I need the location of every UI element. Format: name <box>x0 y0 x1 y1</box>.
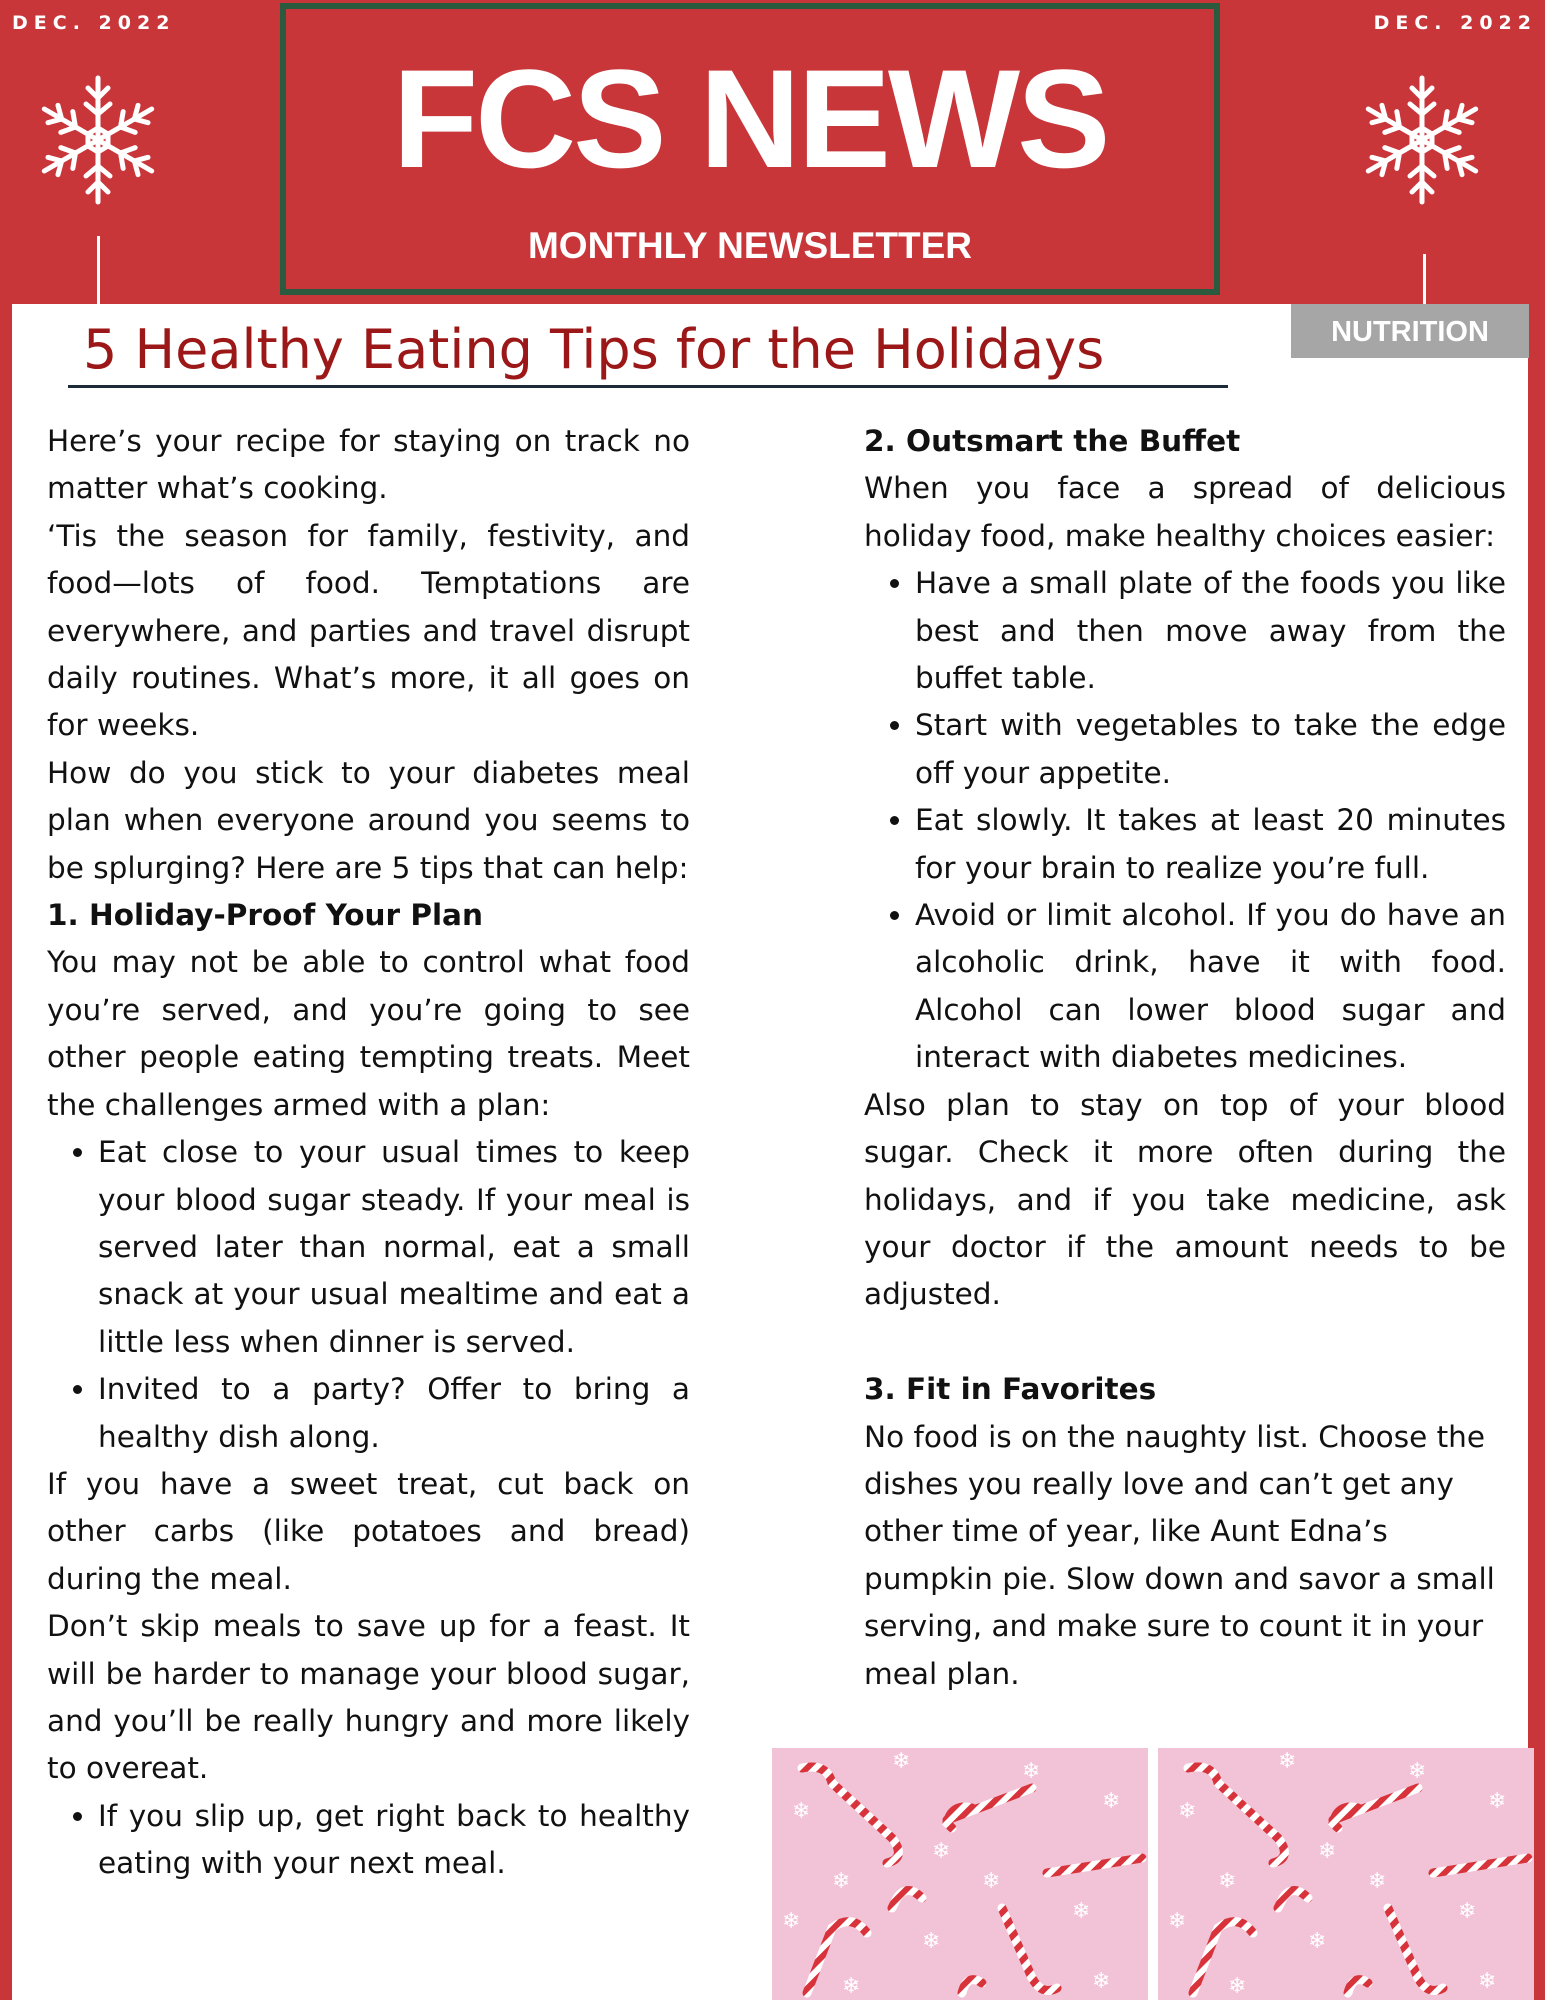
body-paragraph: If you have a sweet treat, cut back on other carbs (like potatoes and bread) during the meal. <box>47 1466 690 1596</box>
svg-text:❄: ❄ <box>1318 1839 1337 1864</box>
svg-text:❄: ❄ <box>932 1839 951 1864</box>
svg-text:❄: ❄ <box>1278 1749 1297 1774</box>
tip-body: When you face a spread of delicious holiday food, make healthy choices easier: <box>864 471 1506 553</box>
tip-heading: 3. Fit in Favorites <box>864 1372 1157 1407</box>
candy-cane-photo <box>1158 1748 1534 2000</box>
newsletter-title: FCS NEWS <box>392 40 1108 197</box>
ornament-string <box>1423 254 1426 304</box>
ornament-string <box>97 236 100 304</box>
article-headline: 5 Healthy Eating Tips for the Holidays <box>68 315 1228 388</box>
svg-text:❄: ❄ <box>832 1869 851 1894</box>
issue-date-right: DEC. 2022 <box>1373 12 1537 34</box>
snowflake-icon <box>33 70 163 210</box>
svg-text:❄: ❄ <box>1102 1789 1121 1814</box>
list-item: • Start with vegetables to take the edge off your appetite. <box>915 702 1506 797</box>
svg-text:❄: ❄ <box>1092 1969 1111 1994</box>
candy-cane-photos <box>772 1748 1527 2000</box>
svg-text:❄: ❄ <box>1022 1759 1041 1784</box>
list-item: • Eat close to your usual times to keep your blood sugar steady. If your meal is served later than normal, eat a small snack at your usual mealtime and eat a little less when dinner is served. <box>98 1129 690 1366</box>
section-tag: NUTRITION <box>1291 304 1529 358</box>
intro-paragraph: Here’s your recipe for staying on track no matter what’s cooking. <box>47 424 690 506</box>
list-item: • Avoid or limit alcohol. If you do have an alcoholic drink, have it with food. Alcohol can lower blood sugar and interact with diabetes medicines. <box>915 892 1506 1082</box>
svg-text:❄: ❄ <box>1368 1869 1387 1894</box>
svg-text:❄: ❄ <box>782 1909 801 1934</box>
tip-heading: 1. Holiday-Proof Your Plan <box>47 898 483 933</box>
list-item: • Invited to a party? Offer to bring a healthy dish along. <box>98 1366 690 1461</box>
issue-date-left: DEC. 2022 <box>12 12 176 34</box>
svg-text:❄: ❄ <box>1218 1869 1237 1894</box>
svg-text:❄: ❄ <box>1228 1974 1247 1999</box>
svg-text:❄: ❄ <box>922 1929 941 1954</box>
svg-text:❄: ❄ <box>1488 1789 1507 1814</box>
intro-paragraph: ‘Tis the season for family, festivity, and food—lots of food. Temptations are everywhere, and parties and travel disrupt daily routines. What’s more, it all goes on for weeks. <box>47 518 690 743</box>
snowflake-icon <box>1357 70 1487 210</box>
tip-bullet-list <box>864 560 1506 1081</box>
masthead <box>280 3 1220 295</box>
tip-heading: 2. Outsmart the Buffet <box>864 424 1241 458</box>
spacer <box>864 1319 1506 1366</box>
right-column <box>864 418 1506 1698</box>
svg-text:❄: ❄ <box>1178 1799 1197 1824</box>
tip-body: You may not be able to control what food you’re served, and you’re going to see other people eating tempting treats. Meet the challenges armed with a plan: <box>47 945 690 1122</box>
intro-paragraph: How do you stick to your diabetes meal plan when everyone around you seems to be splurging? Here are 5 tips that can help: <box>47 755 690 885</box>
body-paragraph: Also plan to stay on top of your blood sugar. Check it more often during the holidays, and if you take medicine, ask your doctor if the amount needs to be adjusted. <box>864 1087 1506 1312</box>
list-item: • Have a small plate of the foods you like best and then move away from the buffet table. <box>915 560 1506 702</box>
svg-text:❄: ❄ <box>792 1799 811 1824</box>
svg-text:❄: ❄ <box>1072 1899 1091 1924</box>
list-item: • Eat slowly. It takes at least 20 minutes for your brain to realize you’re full. <box>915 797 1506 892</box>
svg-text:❄: ❄ <box>1408 1759 1427 1784</box>
candy-cane-photo <box>772 1748 1148 2000</box>
tip-bullet-list <box>47 1129 690 1461</box>
newsletter-subtitle: MONTHLY NEWSLETTER <box>527 225 973 266</box>
svg-text:❄: ❄ <box>1308 1929 1327 1954</box>
svg-text:❄: ❄ <box>842 1974 861 1999</box>
svg-text:❄: ❄ <box>892 1749 911 1774</box>
svg-text:❄: ❄ <box>982 1869 1001 1894</box>
tip-body: No food is on the naughty list. Choose the dishes you really love and can’t get any other time of year, like Aunt Edna’s pumpkin pie. Slow down and savor a small serving, and make sure to count it in your meal plan. <box>864 1419 1495 1691</box>
svg-text:❄: ❄ <box>1478 1969 1497 1994</box>
svg-text:❄: ❄ <box>1458 1899 1477 1924</box>
body-paragraph: Don’t skip meals to save up for a feast. It will be harder to manage your blood sugar, and you’ll be really hungry and more likely to overeat. <box>47 1609 690 1786</box>
left-column <box>47 418 690 1888</box>
svg-text:❄: ❄ <box>1168 1909 1187 1934</box>
list-item: • If you slip up, get right back to healthy eating with your next meal. <box>98 1793 690 1888</box>
tip-bullet-list <box>47 1793 690 1888</box>
